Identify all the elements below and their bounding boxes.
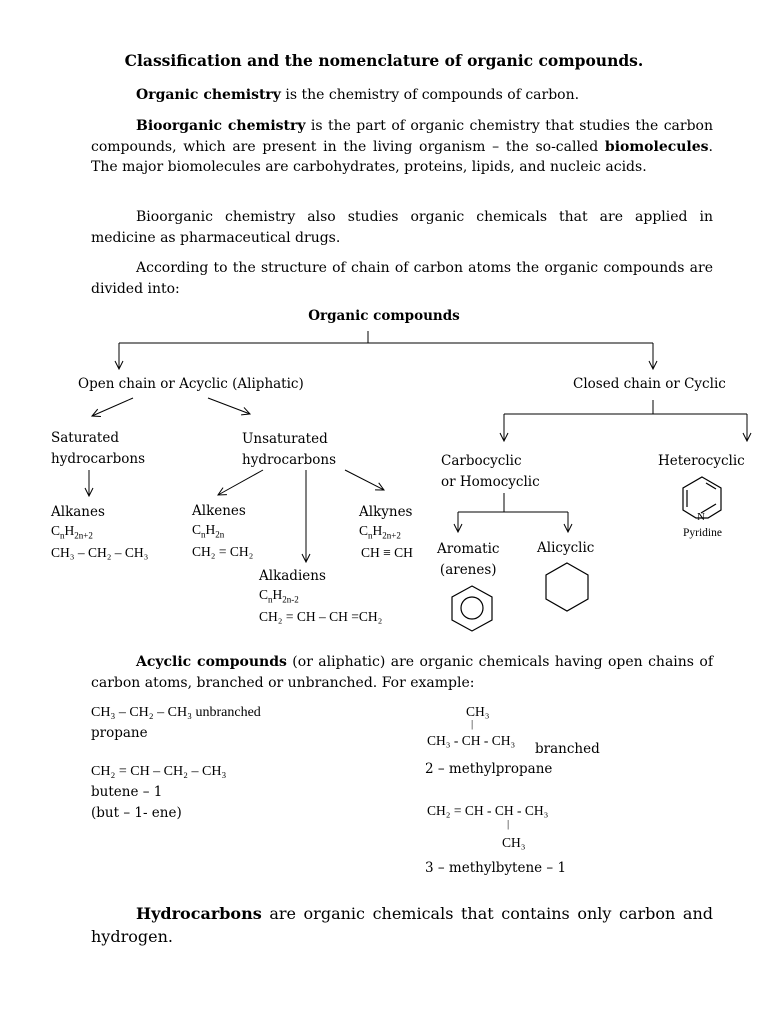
term-biomolecules: biomolecules bbox=[604, 138, 709, 155]
term-organic-chemistry: Organic chemistry bbox=[136, 87, 281, 103]
page-title: Classification and the nomenclature of organic compounds. bbox=[124, 51, 644, 70]
arrow bbox=[92, 398, 133, 416]
paragraph-bioorganic-chemistry: Bioorganic chemistry is the part of organic chemistry that studies the carbon compounds, which are present in the living organism – the so-called biomolecules. The major biomolecules are carbohydrates, proteins, lipids, and nucleic acids. bbox=[91, 118, 714, 175]
benzene-ring-icon bbox=[452, 586, 492, 631]
alkadiens-block: Alkadiens $C_nH_{2n-2}$ CH₂ = CH – CH =CH₂ bbox=[259, 568, 383, 625]
aromatic-label: Aromatic (arenes) bbox=[437, 541, 500, 578]
methylbutene-name: 3 – methylbytene – 1 bbox=[425, 860, 567, 876]
branched-label: branched bbox=[535, 741, 600, 757]
unsaturated-label: Unsaturated hydrocarbons bbox=[242, 431, 336, 468]
alicyclic-label: Alicyclic bbox=[537, 540, 595, 556]
term-acyclic-compounds: Acyclic compounds bbox=[136, 654, 287, 670]
paragraph-acyclic-compounds: Acyclic compounds (or aliphatic) are organic chemicals having open chains of carbon atoms, branched or unbranched. For example: bbox=[91, 654, 713, 691]
alkynes-block: Alkynes $C_nH_{2n+2}$ CH ≡ CH bbox=[359, 504, 413, 561]
alkenes-general-formula: $C_nH_{2n}$ bbox=[192, 521, 225, 540]
example-butene: CH₂ = CH – CH₂ – CH₃ butene – 1 (but – 1- ene) bbox=[91, 764, 227, 821]
paragraph-organic-chemistry: Organic chemistry is the chemistry of compounds of carbon. bbox=[136, 87, 580, 103]
alkanes-general-formula: $C_nH_{2n+2}$ bbox=[51, 522, 93, 541]
arrow bbox=[218, 470, 263, 495]
alkenes-block: Alkenes $C_nH_{2n}$ CH₂ = CH₂ bbox=[192, 503, 254, 560]
closed-chain-label: Closed chain or Cyclic bbox=[573, 376, 726, 392]
paragraph-drugs: Bioorganic chemistry also studies organic chemicals that are applied in medicine as pharmaceutical drugs. bbox=[91, 209, 713, 246]
open-chain-label: Open chain or Acyclic (Aliphatic) bbox=[78, 376, 304, 392]
arrow bbox=[345, 470, 384, 490]
alkanes-block: Alkanes $C_nH_{2n+2}$ CH₃ – CH₂ – CH₃ bbox=[51, 504, 149, 561]
carbocyclic-label: Carbocyclic or Homocyclic bbox=[441, 453, 540, 490]
heterocyclic-label: Heterocyclic bbox=[658, 453, 745, 469]
saturated-label: Saturated hydrocarbons bbox=[51, 430, 145, 467]
paragraph-structure-intro: According to the structure of chain of carbon atoms the organic compounds are divided into: bbox=[91, 260, 713, 297]
alkadiens-general-formula: $C_nH_{2n-2}$ bbox=[259, 586, 299, 605]
methylpropane-ch3-top: CH₃ bbox=[466, 704, 490, 719]
methylbutene-main-chain: CH₂ = CH - CH - CH₃ bbox=[427, 803, 549, 818]
methylbutene-bond: | bbox=[507, 818, 510, 830]
methylpropane-bond: | bbox=[471, 718, 474, 730]
pyridine-label: Pyridine bbox=[683, 527, 722, 539]
pyridine-nitrogen-label: N bbox=[697, 511, 705, 523]
example-propane: CH₃ – CH₂ – CH₃ unbranched propane bbox=[91, 705, 261, 741]
methylpropane-name: 2 – methylpropane bbox=[425, 761, 553, 777]
methylpropane-main-chain: CH₃ - CH - CH₃ bbox=[427, 733, 516, 748]
cyclohexane-ring-icon bbox=[546, 563, 588, 611]
diagram-root-label: Organic compounds bbox=[308, 308, 460, 324]
term-bioorganic-chemistry: Bioorganic chemistry bbox=[136, 118, 306, 134]
methylbutene-ch3-bottom: CH₃ bbox=[502, 835, 526, 850]
alkynes-general-formula: $C_nH_{2n+2}$ bbox=[359, 522, 401, 541]
paragraph-hydrocarbons: Hydrocarbons are organic chemicals that contains only carbon and hydrogen. bbox=[91, 904, 713, 946]
term-hydrocarbons: Hydrocarbons bbox=[136, 904, 262, 923]
arrow bbox=[208, 398, 250, 414]
